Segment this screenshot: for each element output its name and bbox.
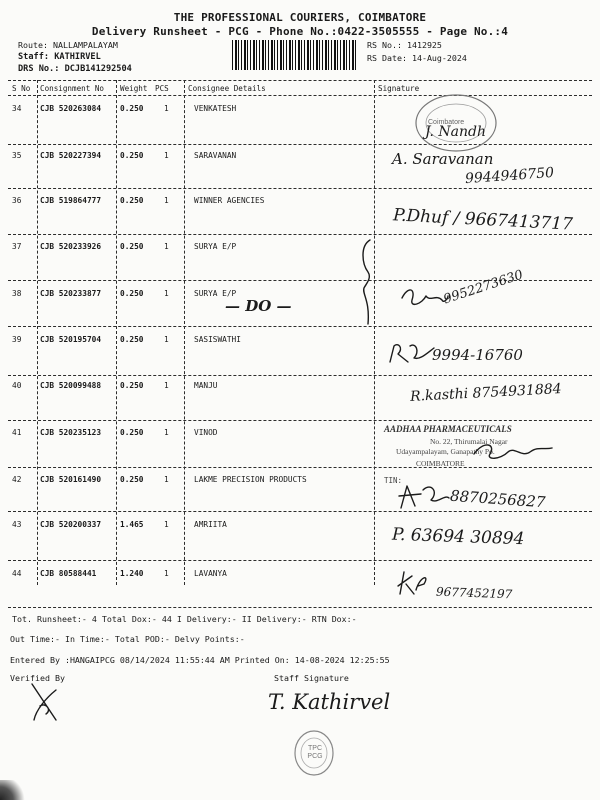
row-pcs: 1 — [164, 335, 169, 344]
signature-row-35-name: A. Saravanan — [392, 150, 494, 168]
row-rule — [8, 560, 592, 561]
row-rule — [8, 144, 592, 145]
entered-by-line: Entered By :HANGAIPCG 08/14/2024 11:55:44 AM Printed On: 14-08-2024 12:25:55 — [10, 655, 390, 665]
row-pcs: 1 — [164, 242, 169, 251]
signature-row-42-phone: 8870256827 — [449, 486, 546, 512]
row-consignee: AMRIITA — [194, 520, 227, 529]
row-pcs: 1 — [164, 151, 169, 160]
row-consignee: WINNER AGENCIES — [194, 196, 265, 205]
row-consignment: CJB 520161490 — [40, 475, 102, 484]
col-divider-1 — [37, 80, 38, 585]
row-weight: 0.250 — [120, 104, 144, 113]
row-consignment: CJB 520233877 — [40, 289, 102, 298]
row-weight: 1.240 — [120, 569, 144, 578]
pharma-stamp-address-2: Udayampalayam, Ganapathy Po. — [396, 447, 495, 456]
col-signature: Signature — [378, 84, 420, 93]
row-rule — [8, 375, 592, 376]
route-label: Route: NALLAMPALAYAM — [18, 40, 118, 50]
pharma-stamp-name: AADHAA PHARMACEUTICALS — [384, 424, 512, 434]
row-rule — [8, 467, 592, 468]
row-consignee: VENKATESH — [194, 104, 237, 113]
row-weight: 1.465 — [120, 520, 144, 529]
pharma-stamp-address: No. 22, Thirumalai Nagar — [430, 437, 508, 446]
row-consignment: CJB 80588441 — [40, 569, 97, 578]
row-weight: 0.250 — [120, 428, 144, 437]
staff-signature: T. Kathirvel — [268, 690, 391, 714]
row-consignment: CJB 520233926 — [40, 242, 102, 251]
row-weight: 0.250 — [120, 196, 144, 205]
row-weight: 0.250 — [120, 289, 144, 298]
totals-line: Tot. Runsheet:- 4 Total Dox:- 44 I Delivery:- II Delivery:- RTN Dox:- — [12, 614, 357, 624]
row-rule — [8, 188, 592, 189]
signature-row-40: R.kasthi 8754931884 — [409, 381, 562, 405]
row-consignment: CJB 519864777 — [40, 196, 102, 205]
row-pcs: 1 — [164, 520, 169, 529]
row-weight: 0.250 — [120, 381, 144, 390]
row-pcs: 1 — [164, 569, 169, 578]
col-consignee: Consignee Details — [188, 84, 266, 93]
staff-signature-label: Staff Signature — [274, 673, 349, 683]
runsheet-subtitle: Delivery Runsheet - PCG - Phone No.:0422-3505555 - Page No.:4 — [91, 25, 509, 38]
barcode — [232, 40, 358, 70]
scan-corner-shadow — [0, 780, 26, 800]
row-consignee: SASISWATHI — [194, 335, 241, 344]
col-pcs: PCS — [155, 84, 169, 93]
row-sno: 40 — [12, 381, 22, 390]
signature-row-35-phone: 9944946750 — [464, 164, 555, 188]
row-rule — [8, 326, 592, 327]
row-consignee: VINOD — [194, 428, 218, 437]
row-sno: 35 — [12, 151, 22, 160]
verified-by-label: Verified By — [10, 673, 65, 683]
ditto-mark: — DO — — [225, 297, 292, 315]
row-consignment: CJB 520235123 — [40, 428, 102, 437]
row-pcs: 1 — [164, 475, 169, 484]
col-divider-4 — [374, 80, 375, 585]
row-sno: 37 — [12, 242, 22, 251]
row-pcs: 1 — [164, 104, 169, 113]
row-rule — [8, 511, 592, 512]
row-sno: 39 — [12, 335, 22, 344]
staff-label: Staff: KATHIRVEL — [18, 52, 101, 62]
col-weight: Weight — [120, 84, 148, 93]
row-rule — [8, 234, 592, 235]
pharma-stamp-city: COIMBATORE — [416, 459, 465, 468]
row-pcs: 1 — [164, 381, 169, 390]
bracket-mark — [356, 236, 382, 328]
row-pcs: 1 — [164, 196, 169, 205]
row-pcs: 1 — [164, 289, 169, 298]
col-sno: S No — [12, 84, 31, 93]
col-divider-3 — [184, 80, 185, 585]
row-consignee: SURYA E/P — [194, 242, 237, 251]
row-sno: 38 — [12, 289, 22, 298]
signature-row-38-phone: 9952273630 — [441, 267, 526, 308]
signature-row-34: J. Nandh — [425, 124, 487, 140]
row-weight: 0.250 — [120, 151, 144, 160]
times-line: Out Time:- In Time:- Total POD:- Delvy Points:- — [10, 634, 245, 644]
signature-row-39-phone: 9994-16760 — [432, 346, 523, 364]
row-sno: 44 — [12, 569, 22, 578]
drs-label: DRS No.: DCJB141292504 — [18, 64, 132, 74]
row-weight: 0.250 — [120, 242, 144, 251]
row-consignment: CJB 520099488 — [40, 381, 102, 390]
tpc-stamp-text: TPC PCG — [307, 745, 323, 760]
row-sno: 42 — [12, 475, 22, 484]
row-weight: 0.250 — [120, 475, 144, 484]
row-rule — [8, 420, 592, 421]
signature-row-44-phone: 9677452197 — [435, 584, 513, 602]
rs-date: RS Date: 14-Aug-2024 — [367, 53, 467, 63]
row-consignee: LAKME PRECISION PRODUCTS — [194, 475, 307, 484]
row-consignee: LAVANYA — [194, 569, 227, 578]
company-title: THE PROFESSIONAL COURIERS, COIMBATORE — [173, 11, 427, 24]
verified-by-signature — [26, 680, 66, 724]
row-pcs: 1 — [164, 428, 169, 437]
row-consignment: CJB 520195704 — [40, 335, 102, 344]
row-sno: 34 — [12, 104, 22, 113]
row-consignment: CJB 520227394 — [40, 151, 102, 160]
round-stamp-text: Coimbatore — [428, 119, 465, 126]
row-consignee: SURYA E/P — [194, 289, 237, 298]
signature-row-36: P.Dhuf / 9667413717 — [392, 205, 574, 235]
signature-row-43: P. 63694 30894 — [391, 524, 525, 550]
row-consignee: SARAVANAN — [194, 151, 237, 160]
row-sno: 41 — [12, 428, 22, 437]
signature-row-42-scribble — [395, 480, 453, 512]
col-divider-2 — [116, 80, 117, 585]
header-rule-top — [8, 80, 592, 81]
pharma-stamp-tin: TIN: — [384, 476, 403, 485]
row-consignment: CJB 520263084 — [40, 104, 102, 113]
header-rule-bottom — [8, 95, 592, 96]
rs-number: RS No.: 1412925 — [367, 40, 442, 50]
row-consignment: CJB 520200337 — [40, 520, 102, 529]
table-bottom-rule — [8, 607, 592, 608]
col-consignment: Consignment No — [40, 84, 105, 93]
signature-row-44-scribble — [394, 568, 434, 598]
row-consignee: MANJU — [194, 381, 218, 390]
row-weight: 0.250 — [120, 335, 144, 344]
row-sno: 43 — [12, 520, 22, 529]
signature-row-41-scribble — [470, 438, 556, 466]
row-sno: 36 — [12, 196, 22, 205]
